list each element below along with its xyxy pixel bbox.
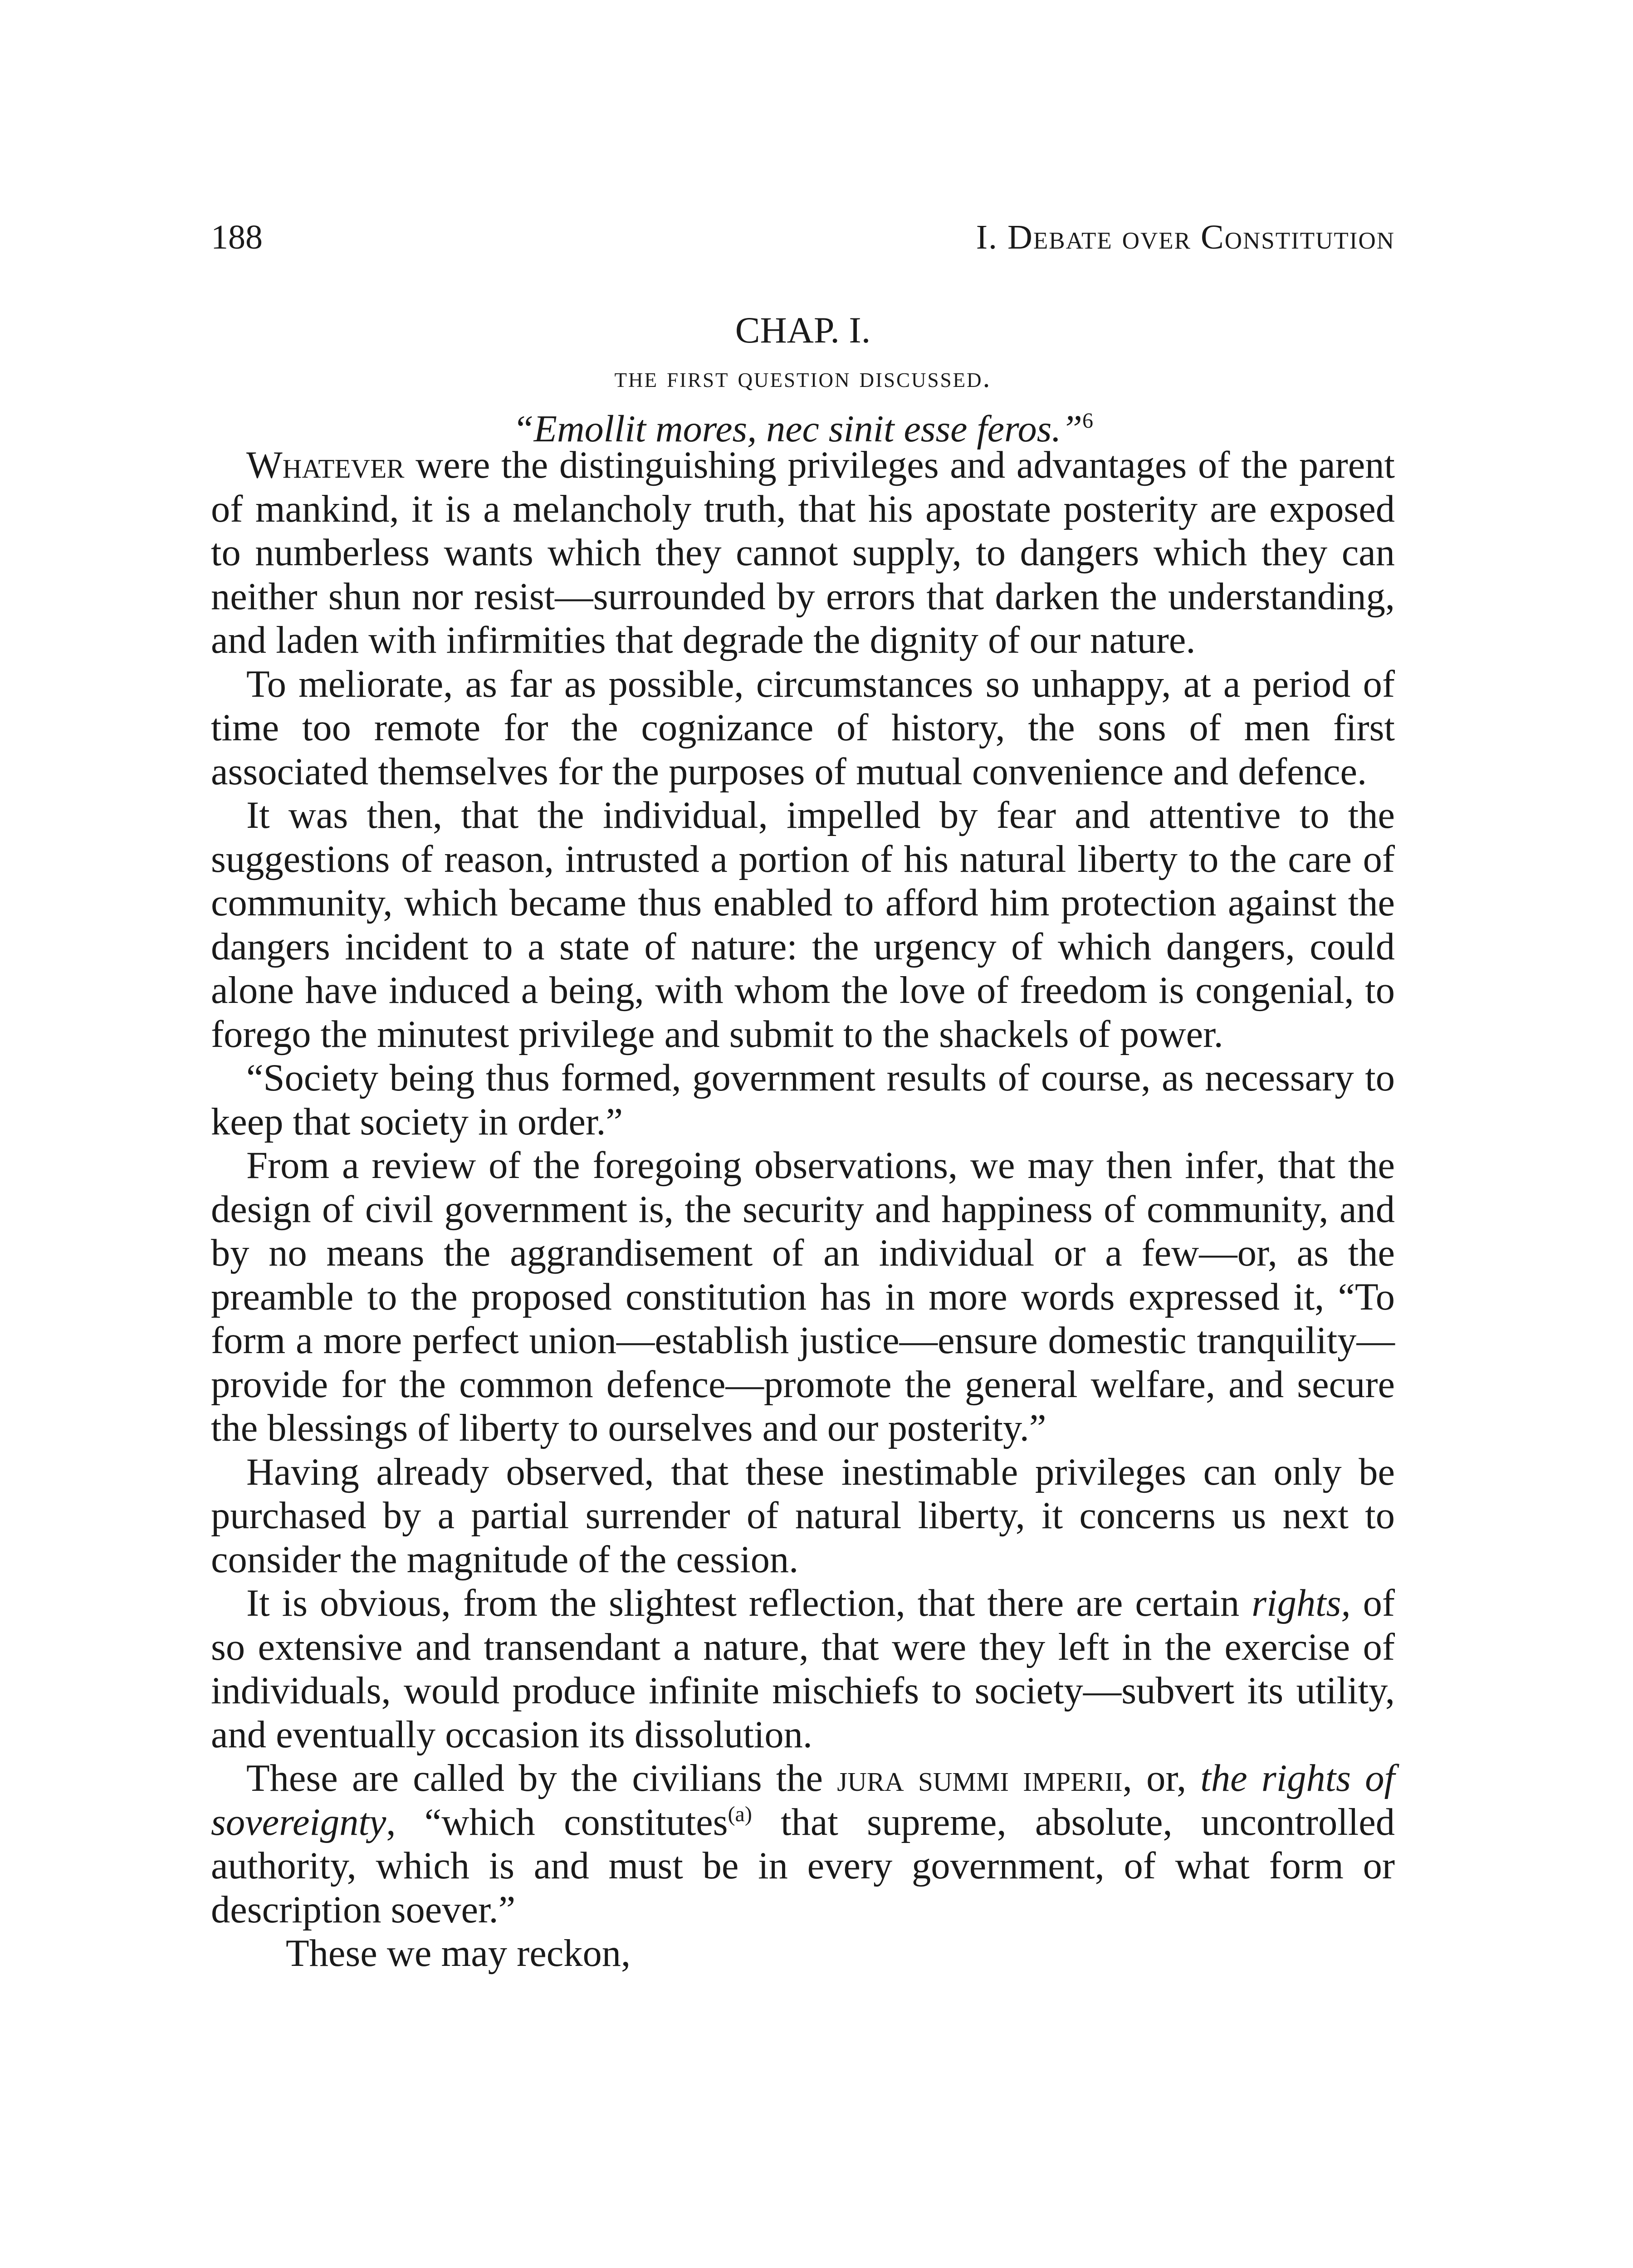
paragraph-text: were the distinguishing privileges and advantages of the parent of mankind, it is a melancholy truth, that his apostate posterity are exposed to numberless wants which they cannot supply, to dangers which they can neither shun nor resist—surrounded by errors that darken the understanding, and laden with infirmities that degrade the dignity of our nature. <box>211 444 1395 661</box>
paragraph <box>211 1582 1395 1757</box>
paragraph: To meliorate, as far as possible, circumstances so unhappy, at a period of time too remote for the cognizance of history, the sons of men first associated themselves for the purposes of mutual convenience and defence. <box>211 663 1395 793</box>
paragraph: From a review of the foregoing observations, we may then infer, that the design of civil government is, the security and happiness of community, and by no means the aggrandisement of an individual or a few—or, as the preamble to the proposed constitution has in more words expressed it, “To form a more perfect union—establish justice—ensure domestic tranquility—provide for the common defence—promote the general welfare, and secure the blessings of liberty to ourselves and our posterity.” <box>211 1144 1395 1449</box>
paragraph: It was then, that the individual, impelled by fear and attentive to the suggestions of reason, intrusted a portion of his natural liberty to the care of community, which became thus enabled to afford him protection against the dangers incident to a state of nature: the urgency of which dangers, could alone have induced a being, with whom the love of freedom is congenial, to forego the minutest privilege and submit to the shackels of power. <box>211 794 1395 1056</box>
latin-term: jura summi imperii <box>837 1757 1123 1799</box>
epigraph-text: “Emollit mores, nec sinit esse feros.” <box>512 408 1083 450</box>
paragraph <box>211 1757 1395 1932</box>
running-title: I. Debate over Constitution <box>976 218 1395 256</box>
paragraph-text: , “which constitutes <box>386 1801 728 1843</box>
paragraph-text: , or, <box>1122 1757 1201 1799</box>
body-text <box>211 444 1395 1976</box>
paragraph: “Society being thus formed, government results of course, as necessary to keep that society in order.” <box>211 1057 1395 1143</box>
chapter-subtitle: the first question discussed. <box>614 361 992 393</box>
paragraph: These we may reckon, <box>286 1932 631 1975</box>
running-head <box>211 217 1395 258</box>
paragraph-text: These are called by the civilians the <box>246 1757 837 1799</box>
chapter-title: CHAP. I. <box>735 309 871 351</box>
epigraph <box>211 399 1395 451</box>
page-number: 188 <box>211 218 263 256</box>
emphasis: rights, <box>1252 1582 1351 1624</box>
footnote-marker: 6 <box>1082 409 1094 433</box>
footnote-marker: (a) <box>728 1802 752 1826</box>
paragraph-text: It is obvious, from the slightest reflection, that there are certain <box>246 1582 1252 1624</box>
lead-word: Whatever <box>246 444 405 486</box>
book-page <box>211 0 1395 2268</box>
paragraph-text: that supreme, absolute, uncontrolled authority, which is and must be in every government, of what form or description soever.” <box>211 1801 1395 1931</box>
paragraph-text: of so extensive and transendant a nature, that were they left in the exercise of individuals, would produce infinite mischiefs to society—subvert its utility, and eventually occasion its dissolution. <box>211 1582 1395 1756</box>
paragraph <box>211 444 1395 663</box>
paragraph: Having already observed, that these inestimable privileges can only be purchased by a partial surrender of natural liberty, it concerns us next to consider the magnitude of the cession. <box>211 1451 1395 1581</box>
emphasis: the rights of sovereignty <box>211 1757 1395 1843</box>
